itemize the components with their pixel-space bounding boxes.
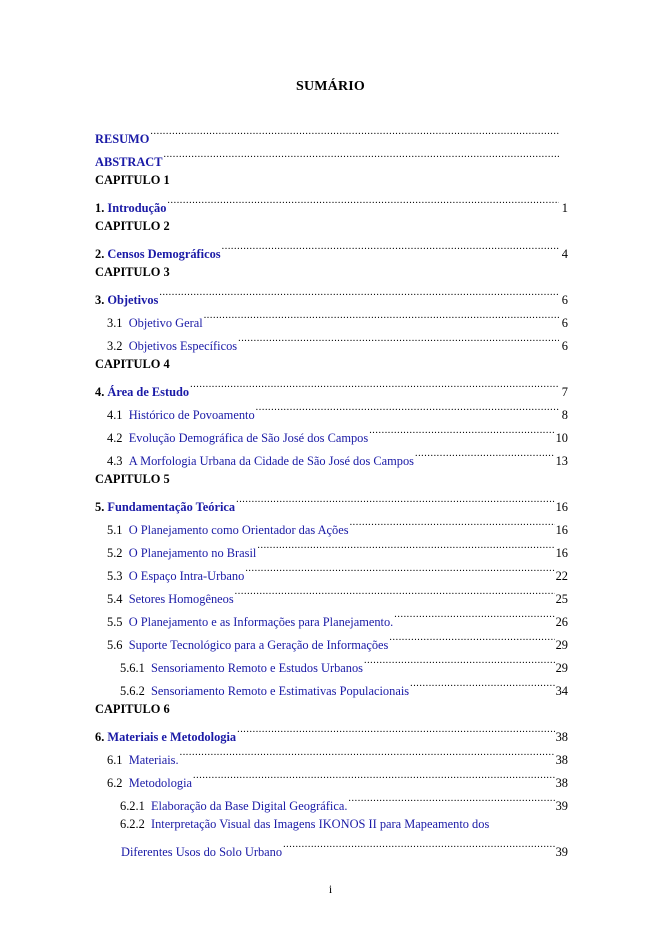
toc-entry-title-link[interactable]: Fundamentação Teórica — [107, 500, 236, 514]
toc-page-number: 16 — [555, 546, 568, 560]
dot-leader — [167, 195, 559, 212]
toc-entry-label — [107, 315, 203, 332]
toc-entry-label — [107, 568, 244, 585]
dot-leader — [389, 632, 554, 649]
toc-entry-number: 3. — [95, 293, 105, 307]
dot-leader — [222, 241, 559, 258]
toc-entry-label — [107, 752, 179, 769]
toc-entry-label — [120, 683, 409, 700]
chapter-label: CAPITULO 2 — [95, 219, 170, 233]
toc-entry-number: 5.6.1 — [120, 661, 145, 675]
toc-entry-label — [95, 154, 162, 171]
toc-entry[interactable] — [107, 310, 568, 330]
toc-entry-label — [107, 614, 393, 631]
toc-entry[interactable] — [95, 126, 568, 146]
toc-entry-number: 4.1 — [107, 408, 123, 422]
toc-page-number: 8 — [561, 408, 568, 422]
toc-entry-continuation[interactable] — [121, 839, 568, 859]
toc-entry-title-link[interactable]: O Planejamento no Brasil — [128, 546, 257, 560]
dot-leader — [180, 747, 555, 764]
toc-entry-number: 3.2 — [107, 339, 123, 353]
toc-entry-title-link[interactable]: Elaboração da Base Digital Geográfica. — [150, 799, 348, 813]
toc-entry[interactable] — [107, 540, 568, 560]
toc-entry-number: 4. — [95, 385, 105, 399]
chapter-label: CAPITULO 4 — [95, 357, 170, 371]
toc-entry[interactable] — [107, 448, 568, 468]
toc-entry[interactable] — [95, 379, 568, 399]
toc-entry-label — [120, 798, 347, 815]
chapter-heading — [95, 356, 568, 373]
toc-page-number: 16 — [555, 500, 568, 514]
toc-entry-number: 4.3 — [107, 454, 123, 468]
toc-entry-label — [95, 246, 221, 263]
dot-leader — [236, 494, 555, 511]
toc-entry[interactable] — [120, 678, 568, 698]
page-number-footer: i — [328, 882, 333, 896]
toc-entry-number: 6. — [95, 730, 105, 744]
toc-entry[interactable] — [120, 816, 568, 833]
toc-page-number: 13 — [555, 454, 568, 468]
toc-page-number: 4 — [561, 247, 568, 261]
toc-entry-title-link[interactable]: Objetivo Geral — [128, 316, 203, 330]
toc-entry-label — [107, 407, 255, 424]
chapter-heading — [95, 471, 568, 488]
toc-entry-title-link[interactable]: RESUMO — [95, 132, 150, 146]
toc-entry[interactable] — [95, 241, 568, 261]
chapter-label: CAPITULO 5 — [95, 472, 170, 486]
dot-leader — [257, 540, 554, 557]
toc-page-number: 16 — [555, 523, 568, 537]
toc-page-number: 29 — [555, 661, 568, 675]
toc-entry-title-link[interactable]: Materiais e Metodologia — [107, 730, 237, 744]
dot-leader — [159, 287, 559, 304]
toc-entry-number: 5.6 — [107, 638, 123, 652]
dot-leader — [348, 793, 554, 810]
toc-page-number: 38 — [555, 776, 568, 790]
toc-entry-number: 3.1 — [107, 316, 123, 330]
toc-page-number: 38 — [555, 753, 568, 767]
toc-entry-number: 6.2.1 — [120, 799, 145, 813]
toc-entry[interactable] — [120, 655, 568, 675]
toc-entry-number: 4.2 — [107, 431, 123, 445]
toc-page-number: 25 — [555, 592, 568, 606]
chapter-label: CAPITULO 6 — [95, 702, 170, 716]
toc-entry[interactable] — [107, 425, 568, 445]
toc-entry-number: 6.2 — [107, 776, 123, 790]
toc-entry-title-link[interactable]: A Morfologia Urbana da Cidade de São José dos Campos — [128, 454, 414, 468]
toc-entry-number: 2. — [95, 247, 105, 261]
toc-entry-title-link[interactable]: Censos Demográficos — [107, 247, 221, 261]
dot-leader — [415, 448, 555, 465]
toc-entry-label — [120, 660, 363, 677]
toc-entry-label — [107, 637, 388, 654]
toc-entry-number: 5.6.2 — [120, 684, 145, 698]
chapter-label: CAPITULO 3 — [95, 265, 170, 279]
toc-entry-number: 1. — [95, 201, 105, 215]
toc-page-number: 39 — [555, 845, 568, 859]
toc-entry[interactable] — [107, 333, 568, 353]
toc-entry[interactable] — [107, 517, 568, 537]
toc-entry-label — [107, 545, 256, 562]
toc-entry[interactable] — [120, 793, 568, 813]
toc-entry-number: 5.3 — [107, 569, 123, 583]
dot-leader — [364, 655, 555, 672]
toc-entry-label — [107, 453, 414, 470]
dot-leader — [237, 724, 555, 741]
toc-entry-label — [95, 200, 166, 217]
toc-entry-label — [107, 522, 349, 539]
toc-entry-title-link[interactable]: Objetivos — [107, 293, 159, 307]
chapter-heading — [95, 701, 568, 718]
toc-entry-label — [107, 591, 234, 608]
toc-entry-title-link[interactable]: O Planejamento como Orientador das Ações — [128, 523, 349, 537]
toc-page-number: 39 — [555, 799, 568, 813]
toc-entry-title-link[interactable]: ABSTRACT — [95, 155, 163, 169]
dot-leader — [369, 425, 554, 442]
toc-entry-title-link[interactable]: O Espaço Intra-Urbano — [128, 569, 245, 583]
toc-entry[interactable] — [107, 747, 568, 767]
toc-entry[interactable] — [107, 586, 568, 606]
toc-entry-number: 6.1 — [107, 753, 123, 767]
toc-page-number: 34 — [555, 684, 568, 698]
toc-entry[interactable] — [107, 609, 568, 629]
toc-page-number: 1 — [561, 201, 568, 215]
toc-entry-title-link[interactable]: Histórico de Povoamento — [128, 408, 255, 422]
dot-leader — [394, 609, 554, 626]
toc-page-number: 29 — [555, 638, 568, 652]
chapter-heading — [95, 172, 568, 189]
toc-entry-number: 5.2 — [107, 546, 123, 560]
toc-entry-title-link[interactable]: Evolução Demográfica de São José dos Campos — [128, 431, 369, 445]
toc-entry-title-link[interactable]: Materiais. — [128, 753, 179, 767]
toc-entry-title-link[interactable]: Sensoriamento Remoto e Estudos Urbanos — [150, 661, 363, 675]
toc-entry-number: 5. — [95, 500, 105, 514]
toc-entry[interactable] — [95, 494, 568, 514]
toc-entry-number: 6.2.2 — [120, 817, 145, 831]
toc-entry-label — [107, 430, 368, 447]
toc-entry-label — [95, 131, 149, 148]
toc-entry-title-link[interactable]: Metodologia — [128, 776, 193, 790]
dot-leader — [150, 126, 559, 143]
dot-leader — [256, 402, 559, 419]
toc-entry-title-link[interactable]: Setores Homogêneos — [128, 592, 234, 606]
toc-entry-label — [95, 499, 235, 516]
dot-leader — [235, 586, 555, 603]
toc-entry[interactable] — [95, 724, 568, 744]
toc-entry[interactable] — [107, 563, 568, 583]
toc-entry[interactable] — [95, 149, 568, 169]
toc-entry-title-link[interactable]: Introdução — [107, 201, 167, 215]
toc-entry-label — [95, 729, 236, 746]
toc-entry-title-link[interactable]: Objetivos Específicos — [128, 339, 238, 353]
dot-leader — [283, 839, 555, 856]
dot-leader — [190, 379, 559, 396]
toc-page-number: 38 — [555, 730, 568, 744]
toc-page-number: 6 — [561, 293, 568, 307]
toc-entry[interactable] — [107, 402, 568, 422]
chapter-heading — [95, 264, 568, 281]
toc-entry[interactable] — [107, 770, 568, 790]
toc-entry-title-link[interactable]: Suporte Tecnológico para a Geração de Informações — [128, 638, 389, 652]
dot-leader — [410, 678, 555, 695]
toc-entry-number: 5.4 — [107, 592, 123, 606]
toc-entry-title-link[interactable]: Sensoriamento Remoto e Estimativas Populacionais — [150, 684, 410, 698]
toc-entry[interactable] — [95, 195, 568, 215]
dot-leader — [350, 517, 555, 534]
toc-entry-label — [107, 775, 192, 792]
toc-entry-label — [107, 338, 237, 355]
dot-leader — [204, 310, 559, 327]
toc-entry[interactable] — [107, 632, 568, 652]
dot-leader — [245, 563, 554, 580]
toc-entry-number: 5.1 — [107, 523, 123, 537]
toc-page-number: 26 — [555, 615, 568, 629]
toc-entry-number: 5.5 — [107, 615, 123, 629]
dot-leader — [163, 149, 559, 166]
toc-entry-label — [95, 292, 158, 309]
toc-entry-title-link[interactable]: O Planejamento e as Informações para Planejamento. — [128, 615, 394, 629]
toc-page-number: 6 — [561, 339, 568, 353]
toc-page-number: 10 — [555, 431, 568, 445]
page-title: SUMÁRIO — [295, 79, 366, 94]
toc-entry-title-link[interactable]: Diferentes Usos do Solo Urbano — [121, 845, 283, 859]
toc-entry-title-link[interactable]: Área de Estudo — [107, 385, 190, 399]
toc-entry[interactable] — [95, 287, 568, 307]
toc-entry-label — [95, 384, 189, 401]
toc-entry-label — [120, 816, 489, 833]
dot-leader — [238, 333, 559, 350]
dot-leader — [193, 770, 555, 787]
toc-page-number: 22 — [555, 569, 568, 583]
toc-page-number: 7 — [561, 385, 568, 399]
toc-entry-title-link[interactable]: Interpretação Visual das Imagens IKONOS II para Mapeamento dos — [150, 817, 490, 831]
chapter-label: CAPITULO 1 — [95, 173, 170, 187]
toc-page-number: 6 — [561, 316, 568, 330]
chapter-heading — [95, 218, 568, 235]
